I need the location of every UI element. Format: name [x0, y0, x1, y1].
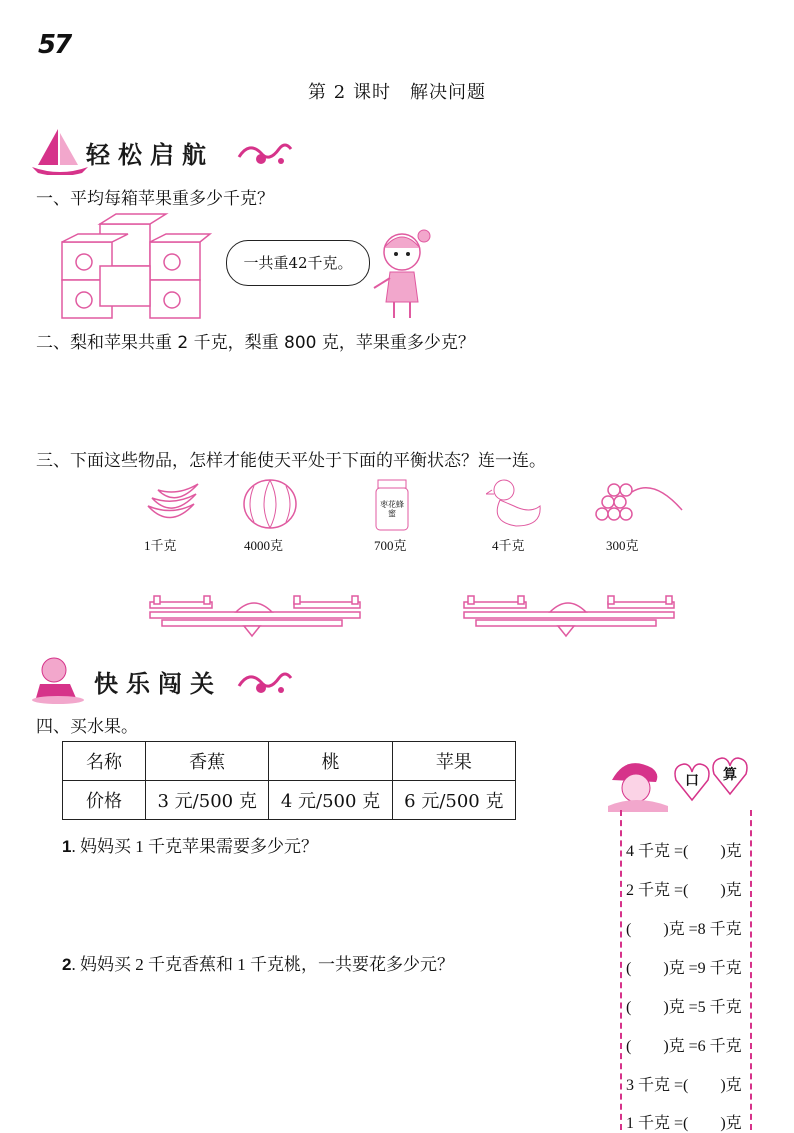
- question-4: 四、买水果。: [36, 717, 138, 737]
- table-cell: 桃: [269, 742, 392, 781]
- speech-bubble-text: 一共重42千克。: [243, 254, 353, 272]
- table-cell: 6 元/500 克: [392, 781, 515, 820]
- fruit-price-table: [62, 741, 516, 820]
- honey-jar-label: 枣花蜂蜜: [380, 500, 404, 518]
- question-3: 三、下面这些物品，怎样才能使天平处于下面的平衡状态？连一连。: [36, 451, 546, 471]
- grapes-icon: [594, 480, 686, 530]
- mental-math-panel: [610, 760, 760, 1132]
- table-cell: 4 元/500 克: [269, 781, 392, 820]
- banana-icon: [142, 476, 202, 532]
- mental-math-item: ( )克 =8 千克: [626, 921, 742, 938]
- sub-question-1: [62, 832, 318, 857]
- duck-icon: [486, 476, 546, 532]
- item-label-banana: 1千克: [144, 538, 177, 553]
- sub-question-1-number: 1: [62, 837, 72, 856]
- item-label-watermelon: 4000克: [244, 538, 284, 553]
- sailboat-icon: [30, 125, 90, 175]
- banner-challenge-title: 快乐闯关: [94, 670, 222, 698]
- mental-math-item: 2 千克 =( )克: [626, 882, 742, 899]
- mental-math-item: 3 千克 =( )克: [626, 1077, 742, 1094]
- side-title-1: 口: [685, 773, 699, 789]
- table-cell: 价格: [63, 781, 146, 820]
- table-cell: 香蕉: [146, 742, 269, 781]
- speech-bubble: [226, 240, 370, 286]
- banner-start: [30, 125, 290, 175]
- side-title-2: 算: [723, 767, 737, 783]
- balance-scale-left: [148, 594, 364, 644]
- sub-question-2-number: 2: [62, 955, 72, 974]
- apple-boxes-icon: [60, 212, 220, 322]
- girl-icon: [366, 222, 436, 322]
- lesson-title: 第 2 课时 解决问题: [308, 82, 486, 103]
- item-label-duck: 4千克: [492, 538, 525, 553]
- mental-math-item: 4 千克 =( )克: [626, 843, 742, 860]
- question-1: 一、平均每箱苹果重多少千克？: [36, 189, 274, 209]
- balance-scale-right: [462, 594, 678, 644]
- sub-question-1-text: . 妈妈买 1 千克苹果需要多少元？: [71, 837, 318, 856]
- swirl-icon: [235, 135, 295, 171]
- kid-icon: [30, 654, 90, 704]
- girl-with-hat-icon: [606, 754, 676, 814]
- page-number: 57: [38, 30, 71, 60]
- banner-start-title: 轻松启航: [86, 141, 214, 169]
- table-row: [63, 742, 516, 781]
- mental-math-item: ( )克 =5 千克: [626, 999, 742, 1016]
- mental-math-item: ( )克 =6 千克: [626, 1038, 742, 1055]
- table-cell: 名称: [63, 742, 146, 781]
- mental-math-item: 1 千克 =( )克: [626, 1115, 742, 1132]
- item-label-honey: 700克: [374, 538, 407, 553]
- swirl-icon: [235, 664, 295, 700]
- table-cell: 3 元/500 克: [146, 781, 269, 820]
- table-cell: 苹果: [392, 742, 515, 781]
- sub-question-2: [62, 950, 454, 975]
- item-label-grapes: 300克: [606, 538, 639, 553]
- watermelon-icon: [240, 476, 300, 532]
- banner-challenge: [30, 654, 290, 704]
- table-row: [63, 781, 516, 820]
- mental-math-item: ( )克 =9 千克: [626, 960, 742, 977]
- sub-question-2-text: . 妈妈买 2 千克香蕉和 1 千克桃，一共要花多少元？: [71, 955, 454, 974]
- question-2: 二、梨和苹果共重 2 千克，梨重 800 克，苹果重多少克？: [36, 333, 475, 353]
